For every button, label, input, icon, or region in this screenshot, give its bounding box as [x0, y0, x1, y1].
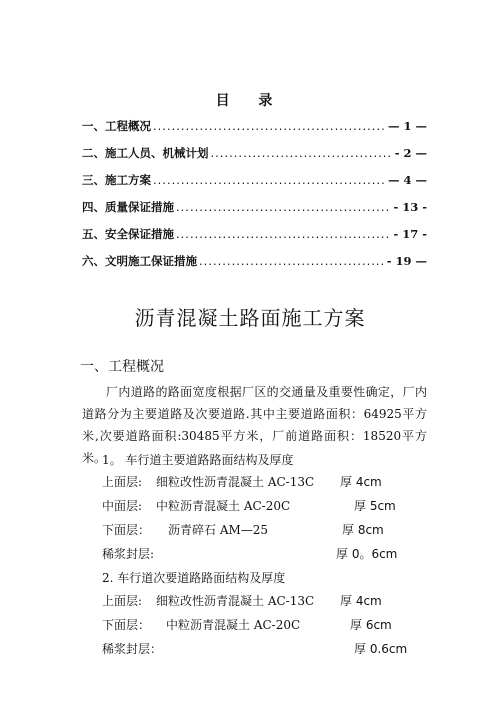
toc-entry-label: 四、质量保证措施: [82, 200, 174, 214]
toc-entry[interactable]: [82, 226, 427, 253]
structure-row: [102, 592, 432, 612]
toc-leader-dots: [153, 173, 386, 187]
layer-name: 上面层:: [102, 594, 143, 608]
toc-entry[interactable]: [82, 199, 427, 226]
layer-thickness: 厚 4cm: [340, 475, 382, 489]
layer-material: 细粒改性沥青混凝土 AC-13C: [156, 475, 315, 489]
structure-row: [102, 521, 432, 541]
toc-entry[interactable]: [82, 118, 427, 145]
layer-thickness: 厚 6cm: [350, 618, 392, 632]
table-of-contents: [82, 118, 427, 280]
toc-entry-label: 五、安全保证措施: [82, 227, 174, 241]
layer-thickness: 厚 4cm: [340, 594, 382, 608]
toc-entry[interactable]: [82, 253, 427, 280]
layer-name: 中面层:: [102, 499, 143, 513]
toc-leader-dots: [211, 146, 393, 160]
toc-entry[interactable]: [82, 172, 427, 199]
layer-thickness: 厚 0。6cm: [336, 547, 398, 561]
toc-entry-page: - 17 -: [393, 227, 427, 241]
toc-entry[interactable]: [82, 145, 427, 172]
toc-entry-page: - 13 -: [393, 200, 427, 214]
layer-name: 稀浆封层：: [102, 642, 163, 656]
toc-entry-label: 一、工程概况: [82, 119, 151, 133]
structure-row: [102, 545, 432, 565]
layer-thickness: 厚 8cm: [342, 523, 384, 537]
toc-leader-dots: [199, 254, 385, 268]
layer-material: 中粒沥青混凝土 AC-20C: [166, 618, 301, 632]
layer-material: 中粒沥青混凝土 AC-20C: [156, 499, 291, 513]
toc-entry-label: 三、施工方案: [82, 173, 151, 187]
toc-entry-label: 六、文明施工保证措施: [82, 254, 197, 268]
layer-name: 稀浆封层:: [102, 547, 155, 561]
structure-row: [102, 640, 432, 660]
toc-leader-dots: [176, 200, 391, 214]
toc-entry-page: - 2 —: [394, 146, 427, 160]
toc-entry-page: - 19 —: [386, 254, 427, 268]
layer-thickness: 厚 0.6cm: [354, 642, 408, 656]
layer-thickness: 厚 5cm: [354, 499, 396, 513]
layer-material: 细粒改性沥青混凝土 AC-13C: [156, 594, 315, 608]
toc-entry-page: — 4 —: [387, 173, 427, 187]
layer-name: 下面层：: [102, 618, 151, 632]
document-title: 沥青混凝土路面施工方案: [134, 306, 366, 330]
item-title: 2. 车行道次要道路路面结构及厚度: [102, 571, 286, 585]
structure-row: [102, 497, 432, 517]
toc-title: 目 录: [215, 93, 285, 109]
structure-row: [102, 616, 432, 636]
toc-entry-page: — 1 —: [387, 119, 427, 133]
toc-entry-label: 二、施工人员、机械计划: [82, 146, 209, 160]
layer-name: 下面层：: [102, 523, 151, 537]
section-heading: 一、工程概况: [80, 359, 164, 375]
layer-name: 上面层:: [102, 475, 143, 489]
toc-leader-dots: [176, 227, 391, 241]
structure-row: [102, 473, 432, 493]
item-title: 1。 车行道主要道路路面结构及厚度: [102, 453, 294, 467]
paragraph-text: 厂内道路的路面宽度根据厂区的交通量及重要性确定，厂内道路分为主要道路及次要道路.其中主要道路面积：64925平方米,次要道路面积:30485平方米，厂前道路面积：18520平方米。: [82, 385, 427, 465]
toc-leader-dots: [153, 119, 386, 133]
layer-material: 沥青碎石 AM—25: [168, 523, 269, 537]
